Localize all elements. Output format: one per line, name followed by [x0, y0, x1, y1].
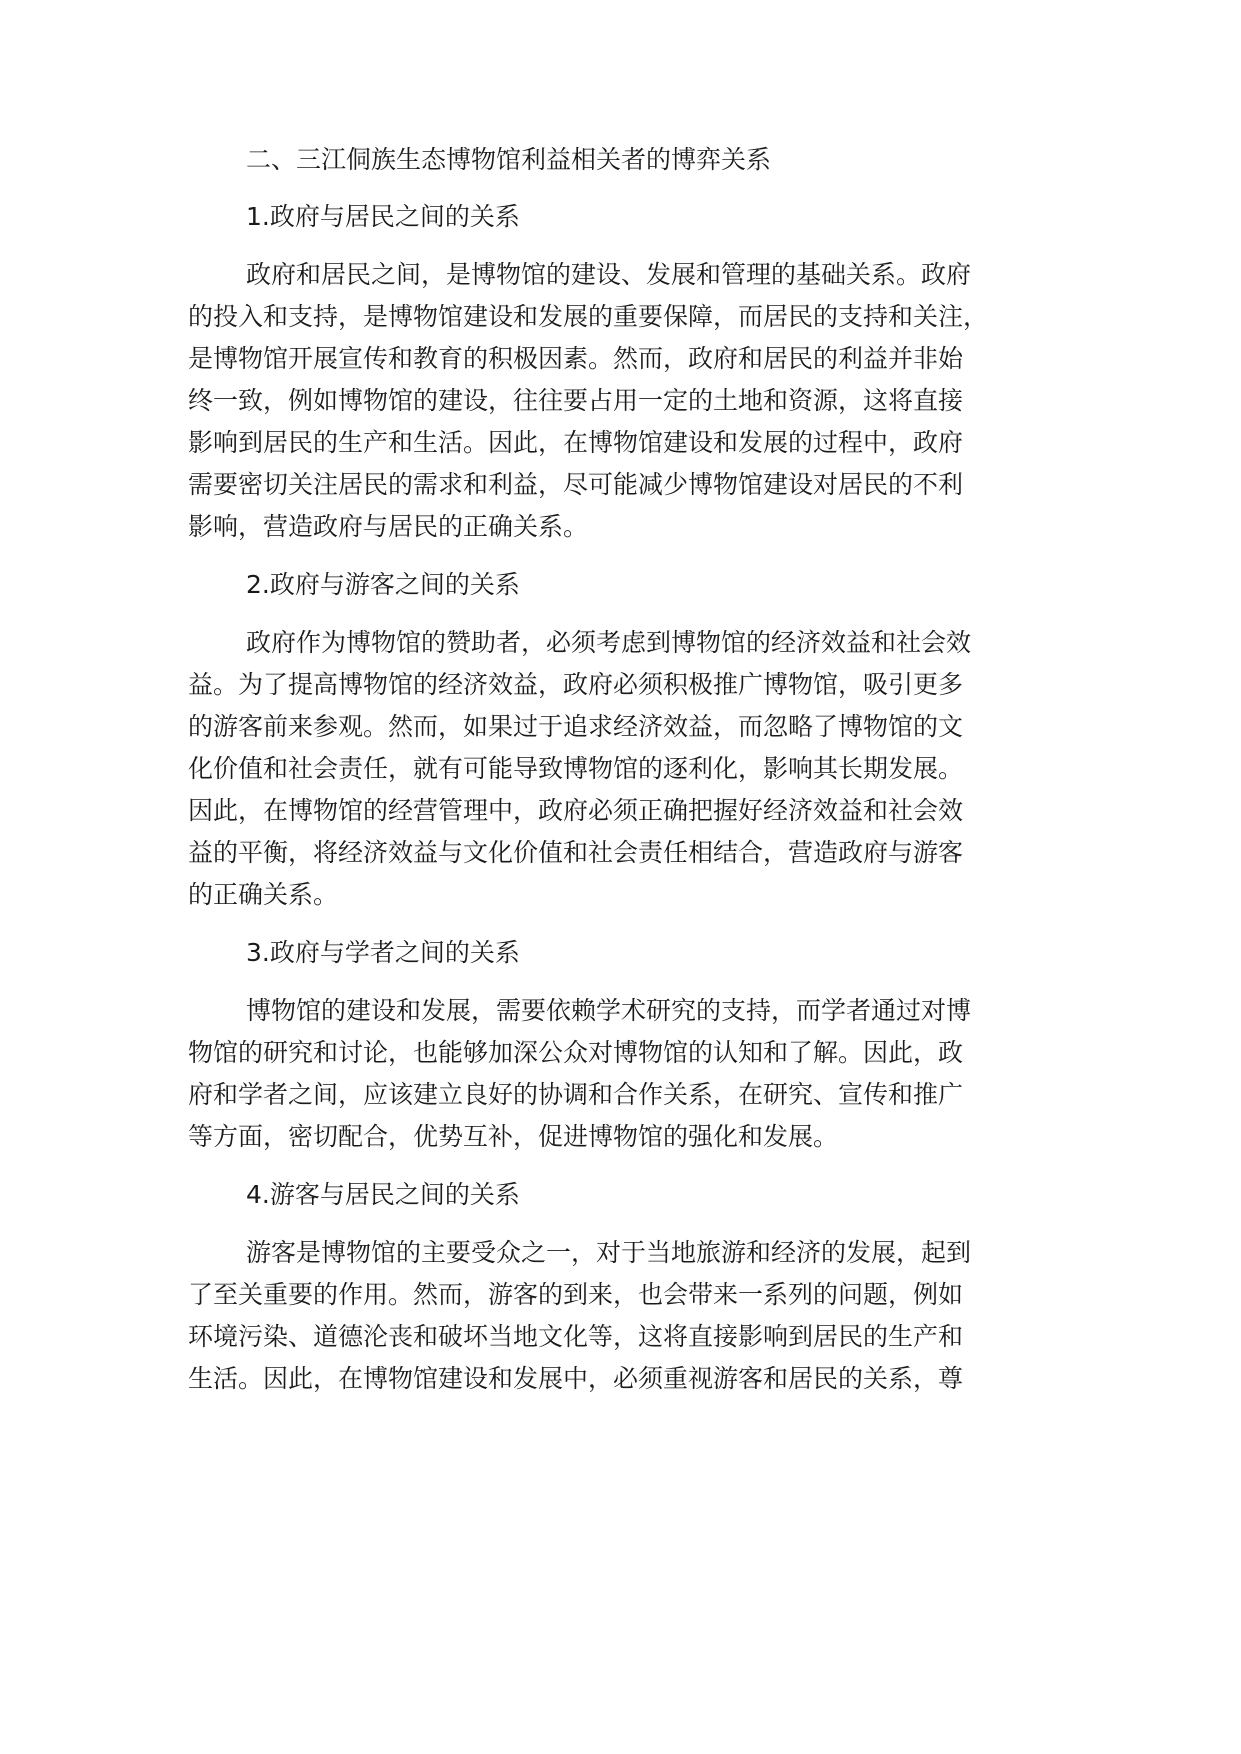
- subsection-title-3: 3.政府与学者之间的关系: [246, 938, 520, 967]
- paragraph-2-line: 因此，在博物馆的经营管理中，政府必须正确把握好经济效益和社会效: [188, 796, 964, 825]
- paragraph-3-line: 物馆的研究和讨论，也能够加深公众对博物馆的认知和了解。因此，政: [188, 1038, 964, 1067]
- paragraph-3-line: 博物馆的建设和发展，需要依赖学术研究的支持，而学者通过对博: [246, 996, 972, 1025]
- paragraph-3-line: 府和学者之间，应该建立良好的协调和合作关系，在研究、宣传和推广: [188, 1080, 964, 1109]
- paragraph-1-line: 政府和居民之间，是博物馆的建设、发展和管理的基础关系。政府: [246, 260, 972, 289]
- paragraph-4-line: 游客是博物馆的主要受众之一，对于当地旅游和经济的发展，起到: [246, 1238, 972, 1267]
- paragraph-1-line: 终一致，例如博物馆的建设，往往要占用一定的土地和资源，这将直接: [188, 386, 964, 415]
- paragraph-2-line: 政府作为博物馆的赞助者，必须考虑到博物馆的经济效益和社会效: [246, 628, 972, 657]
- subsection-title-4: 4.游客与居民之间的关系: [246, 1180, 520, 1209]
- paragraph-2-line: 化价值和社会责任，就有可能导致博物馆的逐利化，影响其长期发展。: [188, 754, 964, 783]
- paragraph-4-line: 环境污染、道德沦丧和破坏当地文化等，这将直接影响到居民的生产和: [188, 1322, 964, 1351]
- paragraph-2-line: 益的平衡，将经济效益与文化价值和社会责任相结合，营造政府与游客: [188, 838, 964, 867]
- paragraph-1-line: 的投入和支持，是博物馆建设和发展的重要保障，而居民的支持和关注，: [188, 302, 989, 331]
- section-heading: 二、三江侗族生态博物馆利益相关者的博弈关系: [246, 145, 772, 174]
- paragraph-2-line: 的正确关系。: [188, 880, 339, 909]
- paragraph-1-line: 需要密切关注居民的需求和利益，尽可能减少博物馆建设对居民的不利: [188, 470, 964, 499]
- subsection-title-1: 1.政府与居民之间的关系: [246, 202, 520, 231]
- paragraph-2-line: 益。为了提高博物馆的经济效益，政府必须积极推广博物馆，吸引更多: [188, 670, 964, 699]
- subsection-title-2: 2.政府与游客之间的关系: [246, 570, 520, 599]
- paragraph-3-line: 等方面，密切配合，优势互补，促进博物馆的强化和发展。: [188, 1122, 839, 1151]
- paragraph-1-line: 影响到居民的生产和生活。因此，在博物馆建设和发展的过程中，政府: [188, 428, 964, 457]
- paragraph-2-line: 的游客前来参观。然而，如果过于追求经济效益，而忽略了博物馆的文: [188, 712, 964, 741]
- paragraph-4-line: 生活。因此，在博物馆建设和发展中，必须重视游客和居民的关系，尊: [188, 1364, 964, 1393]
- paragraph-1-line: 是博物馆开展宣传和教育的积极因素。然而，政府和居民的利益并非始: [188, 344, 964, 373]
- paragraph-4-line: 了至关重要的作用。然而，游客的到来，也会带来一系列的问题，例如: [188, 1280, 964, 1309]
- paragraph-1-line: 影响，营造政府与居民的正确关系。: [188, 512, 589, 541]
